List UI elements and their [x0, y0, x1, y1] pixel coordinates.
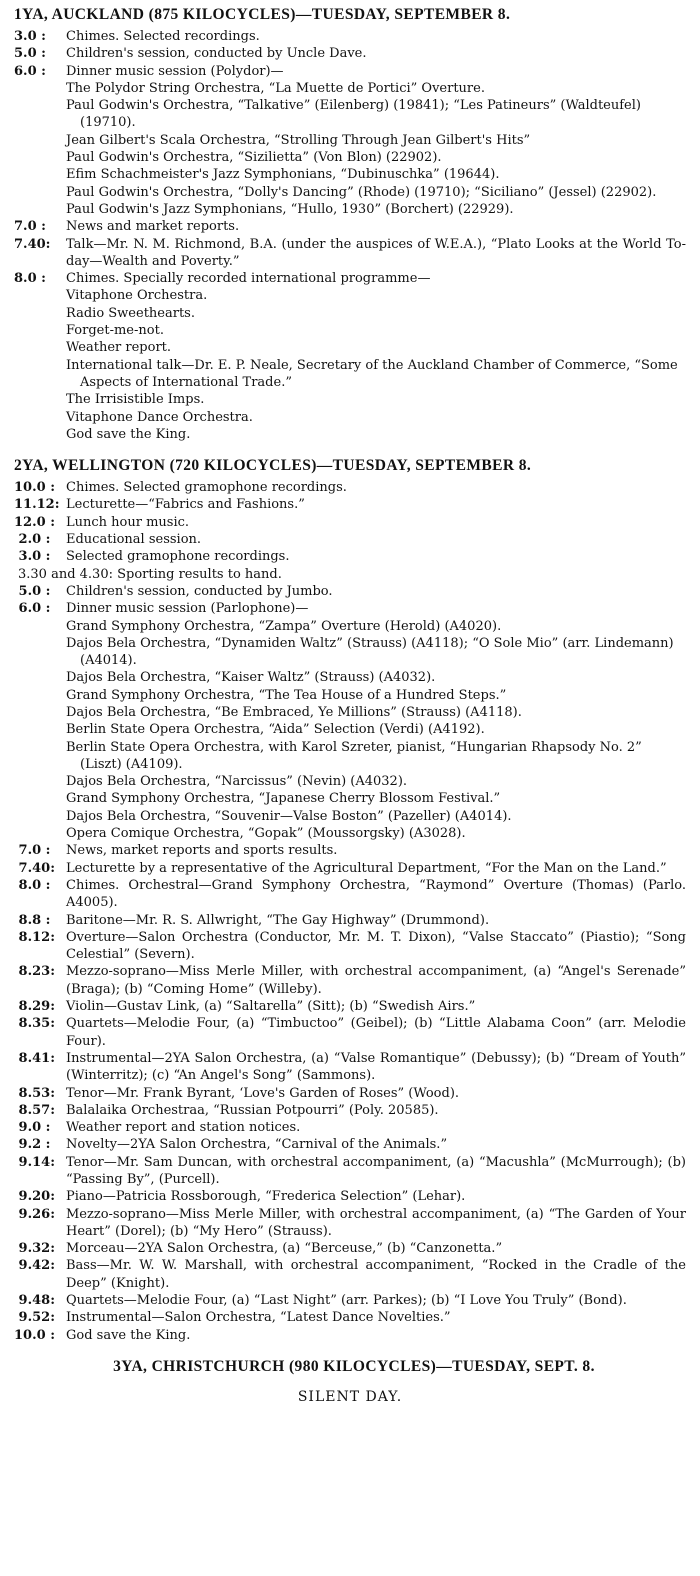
dinner-item: Dajos Bela Orchestra, “Narcissus” (Nevin) (A4032).: [66, 774, 408, 790]
entry-time: 3.0: [18, 549, 42, 565]
programme-entry: [14, 566, 686, 583]
entry-text: Dinner music session (Polydor)—: [66, 63, 284, 79]
entry-time: 8.0: [14, 271, 37, 287]
entry-time: 9.32: [18, 1241, 51, 1257]
entry-time: 10.0: [14, 1327, 46, 1343]
dinner-item: Grand Symphony Orchestra, “Zampa” Overture (Herold) (A4020).: [66, 618, 502, 634]
entry-text: Mezzo-soprano—Miss Merle Miller, with orchestral accompaniment, (a) “Angel's Serenade” (Braga); (b) “Coming Home” (Willeby).: [66, 964, 686, 997]
entry-text: Chimes. Specially recorded international programme—: [66, 271, 431, 287]
entry-text: Talk—Mr. N. M. Richmond, B.A. (under the auspices of W.E.A.), “Plato Looks at the World To-day—Wealth and Poverty.”: [66, 236, 686, 269]
entry-text: Baritone—Mr. R. S. Allwright, “The Gay Highway” (Drummond).: [66, 912, 490, 928]
entry-text: Dinner music session (Parlophone)—: [66, 601, 309, 617]
entry-time: 12.0: [14, 514, 46, 530]
programme-entry: 9.20: Piano—Patricia Rossborough, “Frederica Selection” (Lehar).: [14, 1188, 686, 1205]
programme-entry: 7.0 : News, market reports and sports results.: [14, 842, 686, 859]
entry-text: Tenor—Mr. Frank Byrant, ‘Love's Garden of Roses” (Wood).: [66, 1085, 460, 1101]
programme-entry: 9.14: Tenor—Mr. Sam Duncan, with orchestral accompaniment, (a) “Macushla” (McMurrough); (b) “Passing By”, (Purcell).: [18, 1154, 686, 1187]
entry-text: Bass—Mr. W. W. Marshall, with orchestral accompaniment, “Rocked in the Cradle of the Deep” (Knight).: [66, 1258, 686, 1291]
wellington-heading: 2YA, WELLINGTON (720 KILOCYCLES)—TUESDAY, SEPTEMBER 8.: [14, 457, 532, 475]
entry-time: 8.0: [18, 877, 42, 893]
wellington-programme: [14, 479, 686, 1344]
entry-text: God save the King.: [66, 1327, 191, 1343]
entry-text: Quartets—Melodie Four, (a) “Last Night” (arr. Parkes); (b) “I Love You Truly” (Bond).: [66, 1293, 627, 1309]
entry-time: 10.0: [14, 480, 46, 496]
programme-entry: 2.0 : Educational session.: [14, 531, 686, 548]
programme-entry: 9.2 : Novelty—2YA Salon Orchestra, “Carnival of the Animals.”: [14, 1136, 686, 1153]
sporting-results: 3.30 and 4.30: Sporting results to hand.: [18, 566, 282, 582]
programme-entry: 11.12: Lecturette—“Fabrics and Fashions.”: [14, 496, 686, 513]
auckland-programme: [14, 28, 686, 443]
dinner-item: Efim Schachmeister's Jazz Symphonians, “Dubinuschka” (19644).: [66, 167, 500, 183]
international-item: God save the King.: [66, 426, 191, 442]
entry-time: 9.42: [18, 1258, 51, 1274]
entry-text: Mezzo-soprano—Miss Merle Miller, with orchestral accompaniment, (a) “The Garden of Your Heart” (Dorel); (b) “My Hero” (Strauss).: [66, 1206, 686, 1239]
programme-entry: 9.42: Bass—Mr. W. W. Marshall, with orchestral accompaniment, “Rocked in the Cradle of the Deep” (Knight).: [18, 1258, 686, 1291]
programme-entry: 10.0 : Chimes. Selected gramophone recordings.: [14, 479, 686, 496]
silent-day-note: SILENT DAY.: [297, 1388, 403, 1405]
entry-text: Piano—Patricia Rossborough, “Frederica Selection” (Lehar).: [66, 1189, 466, 1205]
entry-time: 2.0: [18, 532, 42, 548]
programme-entry: 8.23: Mezzo-soprano—Miss Merle Miller, with orchestral accompaniment, (a) “Angel's Serenade” (Braga); (b) “Coming Home” (Willeby).: [18, 964, 686, 997]
entry-time: 8.53: [18, 1085, 51, 1101]
programme-entry: 8.12: Overture—Salon Orchestra (Conductor, Mr. M. T. Dixon), “Valse Staccato” (Piastio); “Song Celestial” (Severn).: [18, 929, 686, 963]
dinner-item: Dajos Bela Orchestra, “Kaiser Waltz” (Strauss) (A4032).: [66, 670, 436, 686]
programme-entry: 10.0 : God save the King.: [14, 1327, 686, 1344]
entry-text: Chimes. Orchestral—Grand Symphony Orchestra, “Raymond” Overture (Thomas) (Parlo. A4005).: [66, 877, 686, 911]
programme-entry: 9.52: Instrumental—Salon Orchestra, “Latest Dance Novelties.”: [14, 1309, 686, 1326]
entry-text: Instrumental—2YA Salon Orchestra, (a) “Valse Romantique” (Debussy); (b) “Dream of Youth” (Winterritz); (c) “An Angel's Song” (Sammons).: [66, 1050, 686, 1084]
programme-entry: 5.0 : Children's session, conducted by Jumbo.: [14, 583, 686, 600]
entry-time: 7.0: [14, 219, 37, 235]
entry-text: Chimes. Selected recordings.: [66, 29, 260, 44]
international-item: Forget-me-not.: [66, 323, 164, 339]
entry-time: 8.57: [18, 1102, 51, 1118]
entry-time: 5.0: [14, 46, 37, 62]
programme-entry: 8.53: Tenor—Mr. Frank Byrant, ‘Love's Garden of Roses” (Wood).: [14, 1085, 686, 1102]
entry-text: Novelty—2YA Salon Orchestra, “Carnival of the Animals.”: [66, 1137, 448, 1153]
programme-entry: 12.0 : Lunch hour music.: [14, 514, 686, 531]
entry-time: 3.0: [14, 29, 37, 44]
entry-time: 6.0: [18, 601, 42, 617]
entry-text: Tenor—Mr. Sam Duncan, with orchestral accompaniment, (a) “Macushla” (McMurrough); (b) “Passing By”, (Purcell).: [66, 1154, 686, 1187]
dinner-item: The Polydor String Orchestra, “La Muette de Portici” Overture.: [66, 80, 485, 96]
entry-text: Violin—Gustav Link, (a) “Saltarella” (Sitt); (b) “Swedish Airs.”: [66, 999, 476, 1015]
entry-time: 7.40: [18, 860, 51, 876]
programme-entry: 9.48: Quartets—Melodie Four, (a) “Last Night” (arr. Parkes); (b) “I Love You Truly” (Bond).: [14, 1292, 686, 1309]
entry-time: 6.0: [14, 63, 37, 79]
international-item: The Irrisistible Imps.: [66, 392, 205, 408]
programme-entry: 9.26: Mezzo-soprano—Miss Merle Miller, with orchestral accompaniment, (a) “The Garden of Your Heart” (Dorel); (b) “My Hero” (Strauss).: [18, 1206, 686, 1239]
entry-time: 11.12: [14, 497, 55, 513]
programme-entry: 8.8 : Baritone—Mr. R. S. Allwright, “The Gay Highway” (Drummond).: [14, 912, 686, 929]
entry-text: Lunch hour music.: [66, 514, 190, 530]
dinner-item: Grand Symphony Orchestra, “The Tea House of a Hundred Steps.”: [66, 687, 507, 703]
programme-entry: 9.32: Morceau—2YA Salon Orchestra, (a) “Berceuse,” (b) “Canzonetta.”: [14, 1240, 686, 1257]
dinner-item: Berlin State Opera Orchestra, “Aida” Selection (Verdi) (A4192).: [66, 722, 485, 738]
programme-entry: 6.0 : Dinner music session (Parlophone)—: [14, 600, 686, 617]
entry-text: Educational session.: [66, 532, 202, 548]
christchurch-heading: 3YA, CHRISTCHURCH (980 KILOCYCLES)—TUESDAY, SEPT. 8.: [113, 1357, 595, 1375]
entry-text: News and market reports.: [66, 219, 240, 235]
entry-time: 5.0: [18, 583, 42, 599]
entry-text: Lecturette by a representative of the Agricultural Department, “For the Man on the Land.”: [66, 860, 667, 876]
programme-entry: 7.40: Lecturette by a representative of the Agricultural Department, “For the Man on the Land.”: [14, 860, 686, 877]
entry-text: Weather report and station notices.: [66, 1120, 301, 1136]
wellington-section: [14, 453, 686, 1344]
dinner-item: Opera Comique Orchestra, “Gopak” (Moussorgsky) (A3028).: [66, 826, 466, 842]
entry-time: 7.0: [18, 843, 42, 859]
entry-time: 9.26: [18, 1206, 51, 1222]
entry-text: News, market reports and sports results.: [66, 843, 338, 859]
entry-time: 9.2: [18, 1137, 42, 1153]
entry-text: Overture—Salon Orchestra (Conductor, Mr. M. T. Dixon), “Valse Staccato” (Piastio); “Song Celestial” (Severn).: [66, 929, 686, 963]
entry-text: Instrumental—Salon Orchestra, “Latest Dance Novelties.”: [66, 1310, 451, 1326]
entry-time: 8.12: [18, 929, 51, 945]
entry-text: Children's session, conducted by Jumbo.: [66, 583, 333, 599]
dinner-item: Dajos Bela Orchestra, “Be Embraced, Ye Millions” (Strauss) (A4118).: [66, 704, 522, 720]
entry-text: Lecturette—“Fabrics and Fashions.”: [66, 497, 305, 513]
international-item: Radio Sweethearts.: [66, 305, 195, 321]
programme-entry: 8.57: Balalaika Orchestraa, “Russian Potpourri” (Poly. 20585).: [14, 1102, 686, 1119]
entry-time: 8.23: [18, 964, 51, 980]
entry-text: Selected gramophone recordings.: [66, 549, 290, 565]
dinner-item: Dajos Bela Orchestra, “Dynamiden Waltz” (Strauss) (A4118); “O Sole Mio” (arr. Lindemann) (A4014).: [66, 635, 674, 669]
entry-time: 9.52: [18, 1310, 51, 1326]
dinner-music-list: [14, 80, 686, 218]
programme-entry: 9.0 : Weather report and station notices.: [14, 1119, 686, 1136]
dinner-item: Dajos Bela Orchestra, “Souvenir—Valse Boston” (Pazeller) (A4014).: [66, 808, 512, 824]
international-item: Vitaphone Orchestra.: [66, 288, 208, 304]
international-item: International talk—Dr. E. P. Neale, Secretary of the Auckland Chamber of Commerce, “Some Aspects of International Trade.”: [66, 357, 678, 390]
programme-entry: 8.35: Quartets—Melodie Four, (a) “Timbuctoo” (Geibel); (b) “Little Alabama Coon” (arr. Melodie Four).: [18, 1016, 686, 1049]
entry-text: Morceau—2YA Salon Orchestra, (a) “Berceuse,” (b) “Canzonetta.”: [66, 1241, 503, 1257]
auckland-section: [14, 2, 686, 443]
auckland-heading: 1YA, AUCKLAND (875 KILOCYCLES)—TUESDAY, SEPTEMBER 8.: [14, 6, 511, 23]
programme-entry: 3.0 : Chimes. Selected recordings.: [14, 28, 686, 45]
programme-entry: 3.0 : Selected gramophone recordings.: [14, 548, 686, 565]
programme-entry: 8.0 : Chimes. Specially recorded international programme—: [14, 270, 686, 287]
entry-time: 9.14: [18, 1154, 51, 1170]
programme-entry: 7.0 : News and market reports.: [14, 218, 686, 235]
dinner-item: Paul Godwin's Orchestra, “Dolly's Dancing” (Rhode) (19710); “Siciliano” (Jessel) (22902).: [66, 184, 657, 200]
dinner-item: Jean Gilbert's Scala Orchestra, “Strolling Through Jean Gilbert's Hits”: [66, 132, 531, 148]
entry-text: Quartets—Melodie Four, (a) “Timbuctoo” (Geibel); (b) “Little Alabama Coon” (arr. Melodie Four).: [66, 1016, 686, 1049]
dinner-item: Paul Godwin's Orchestra, “Sizilietta” (Von Blon) (22902).: [66, 150, 442, 166]
dinner-item: Grand Symphony Orchestra, “Japanese Cherry Blossom Festival.”: [66, 791, 501, 807]
international-list: [14, 287, 686, 443]
programme-entry: 5.0 : Children's session, conducted by Uncle Dave.: [14, 45, 686, 62]
entry-time: 8.8: [18, 912, 42, 928]
programme-entry: 6.0 : Dinner music session (Polydor)—: [14, 63, 686, 80]
programme-entry: 8.41: Instrumental—2YA Salon Orchestra, (a) “Valse Romantique” (Debussy); (b) “Dream of Youth” (Winterritz); (c) “An Angel's Song” (Sammons).: [18, 1050, 686, 1084]
entry-time: 8.41: [18, 1050, 51, 1066]
dinner-item: Paul Godwin's Jazz Symphonians, “Hullo, 1930” (Borchert) (22929).: [66, 201, 514, 217]
dinner-item: Berlin State Opera Orchestra, with Karol Szreter, pianist, “Hungarian Rhapsody No. 2” (Liszt) (A4109).: [66, 739, 642, 772]
international-item: Vitaphone Dance Orchestra.: [66, 409, 253, 425]
programme-entry: 7.40: Talk—Mr. N. M. Richmond, B.A. (under the auspices of W.E.A.), “Plato Looks at the World To-day—Wealth and Poverty.”: [14, 236, 686, 269]
entry-time: 9.20: [18, 1189, 51, 1205]
entry-text: Balalaika Orchestraa, “Russian Potpourri” (Poly. 20585).: [66, 1102, 439, 1118]
dinner-music-list: [14, 618, 686, 843]
entry-text: Chimes. Selected gramophone recordings.: [66, 480, 347, 496]
entry-text: Children's session, conducted by Uncle Dave.: [66, 46, 367, 62]
entry-time: 9.0: [18, 1120, 42, 1136]
entry-time: 7.40: [14, 236, 46, 252]
international-item: Weather report.: [66, 340, 172, 356]
entry-time: 9.48: [18, 1293, 51, 1309]
entry-time: 8.29: [18, 999, 51, 1015]
dinner-item: Paul Godwin's Orchestra, “Talkative” (Eilenberg) (19841); “Les Patineurs” (Waldteufel) (19710).: [66, 98, 641, 131]
programme-entry: 8.0 : Chimes. Orchestral—Grand Symphony Orchestra, “Raymond” Overture (Thomas) (Parlo. A4005).: [18, 877, 686, 911]
christchurch-section: [14, 1354, 686, 1408]
entry-time: 8.35: [18, 1016, 51, 1032]
programme-entry: 8.29: Violin—Gustav Link, (a) “Saltarella” (Sitt); (b) “Swedish Airs.”: [14, 998, 686, 1015]
